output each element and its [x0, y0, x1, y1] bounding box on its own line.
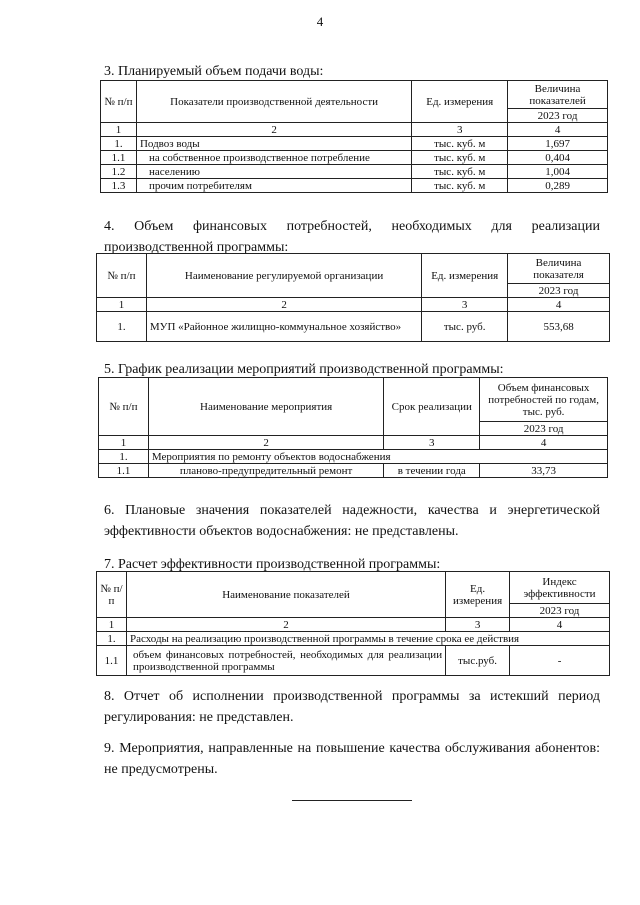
row-name: МУП «Районное жилищно-коммунальное хозяйство» — [146, 312, 421, 342]
col-number: 1 — [97, 618, 127, 632]
row-num: 1.3 — [101, 179, 137, 193]
table-row — [97, 312, 610, 342]
header-num: № п/п — [97, 572, 127, 618]
row-num: 1.1 — [99, 464, 149, 478]
header-indicator: Показатели производственной деятельности — [136, 81, 411, 123]
row-name: планово-предупредительный ремонт — [148, 464, 383, 478]
water-supply-table — [100, 80, 608, 193]
col-number: 1 — [99, 436, 149, 450]
col-number: 4 — [508, 298, 610, 312]
row-value: - — [510, 646, 610, 676]
header-year: 2023 год — [508, 109, 608, 123]
table-row — [101, 137, 608, 151]
row-value: 0,289 — [508, 179, 608, 193]
group-name: Мероприятия по ремонту объектов водоснабжения — [148, 450, 607, 464]
row-unit: тыс. куб. м — [412, 137, 508, 151]
col-number: 1 — [101, 123, 137, 137]
col-number: 4 — [480, 436, 608, 450]
header-year: 2023 год — [510, 604, 610, 618]
efficiency-table — [96, 571, 610, 676]
section-7-title: 7. Расчет эффективности производственной программы: — [104, 557, 441, 572]
row-num: 1. — [97, 312, 147, 342]
group-num: 1. — [97, 632, 127, 646]
group-name: Расходы на реализацию производственной программы в течение срока ее действия — [126, 632, 609, 646]
col-number: 2 — [148, 436, 383, 450]
row-num: 1. — [101, 137, 137, 151]
col-number: 2 — [126, 618, 445, 632]
group-num: 1. — [99, 450, 149, 464]
header-org: Наименование регулируемой организации — [146, 254, 421, 298]
col-number: 2 — [146, 298, 421, 312]
row-term: в течении года — [384, 464, 480, 478]
row-name: прочим потребителям — [136, 179, 411, 193]
group-row — [99, 450, 608, 464]
header-value: Величина показателей — [508, 81, 608, 109]
group-row — [97, 632, 610, 646]
row-num: 1.2 — [101, 165, 137, 179]
header-num: № п/п — [101, 81, 137, 123]
header-unit: Ед. измерения — [422, 254, 508, 298]
section-4-title: 4. Объем финансовых потребностей, необходимых для реализации производственной программы: — [104, 219, 600, 255]
col-number: 2 — [136, 123, 411, 137]
row-value: 1,697 — [508, 137, 608, 151]
col-number: 3 — [446, 618, 510, 632]
section-8-text: 8. Отчет об исполнении производственной программы за истекший период регулирования: не представлен. — [104, 689, 600, 725]
header-num: № п/п — [99, 378, 149, 436]
header-year: 2023 год — [508, 284, 610, 298]
row-name: объем финансовых потребностей, необходимых для реализации производственной программы — [126, 646, 445, 676]
col-number: 3 — [412, 123, 508, 137]
schedule-table — [98, 377, 608, 478]
header-value: Величина показателя — [508, 254, 610, 284]
header-unit: Ед. измерения — [412, 81, 508, 123]
section-6-text: 6. Плановые значения показателей надежности, качества и энергетической эффективности объектов водоснабжения: не представлены. — [104, 503, 600, 539]
row-name: Подвоз воды — [136, 137, 411, 151]
row-num: 1.1 — [97, 646, 127, 676]
header-event: Наименование мероприятия — [148, 378, 383, 436]
row-value: 553,68 — [508, 312, 610, 342]
header-year: 2023 год — [480, 422, 608, 436]
header-term: Срок реализации — [384, 378, 480, 436]
page-number: 4 — [316, 14, 324, 29]
header-unit: Ед. измерения — [446, 572, 510, 618]
row-unit: тыс. куб. м — [412, 151, 508, 165]
header-value: Объем финансовых потребностей по годам, тыс. руб. — [480, 378, 608, 422]
row-name: населению — [136, 165, 411, 179]
header-num: № п/п — [97, 254, 147, 298]
row-unit: тыс.руб. — [446, 646, 510, 676]
table-row — [101, 151, 608, 165]
table-row — [99, 464, 608, 478]
section-5-title: 5. График реализации мероприятий производственной программы: — [104, 362, 504, 377]
section-3-title: 3. Планируемый объем подачи воды: — [104, 64, 324, 79]
row-name: на собственное производственное потребление — [136, 151, 411, 165]
row-value: 0,404 — [508, 151, 608, 165]
col-number: 4 — [508, 123, 608, 137]
col-number: 3 — [384, 436, 480, 450]
table-row — [97, 646, 610, 676]
row-value: 1,004 — [508, 165, 608, 179]
header-value: Индекс эффективности — [510, 572, 610, 604]
row-unit: тыс. куб. м — [412, 165, 508, 179]
bottom-divider — [292, 800, 412, 801]
table-row — [101, 179, 608, 193]
header-name: Наименование показателей — [126, 572, 445, 618]
col-number: 4 — [510, 618, 610, 632]
col-number: 3 — [422, 298, 508, 312]
row-value: 33,73 — [480, 464, 608, 478]
table-row — [101, 165, 608, 179]
col-number: 1 — [97, 298, 147, 312]
row-unit: тыс. руб. — [422, 312, 508, 342]
row-num: 1.1 — [101, 151, 137, 165]
row-unit: тыс. куб. м — [412, 179, 508, 193]
financial-needs-table — [96, 253, 610, 342]
section-9-text: 9. Мероприятия, направленные на повышение качества обслуживания абонентов: не предусмотрены. — [104, 741, 600, 777]
